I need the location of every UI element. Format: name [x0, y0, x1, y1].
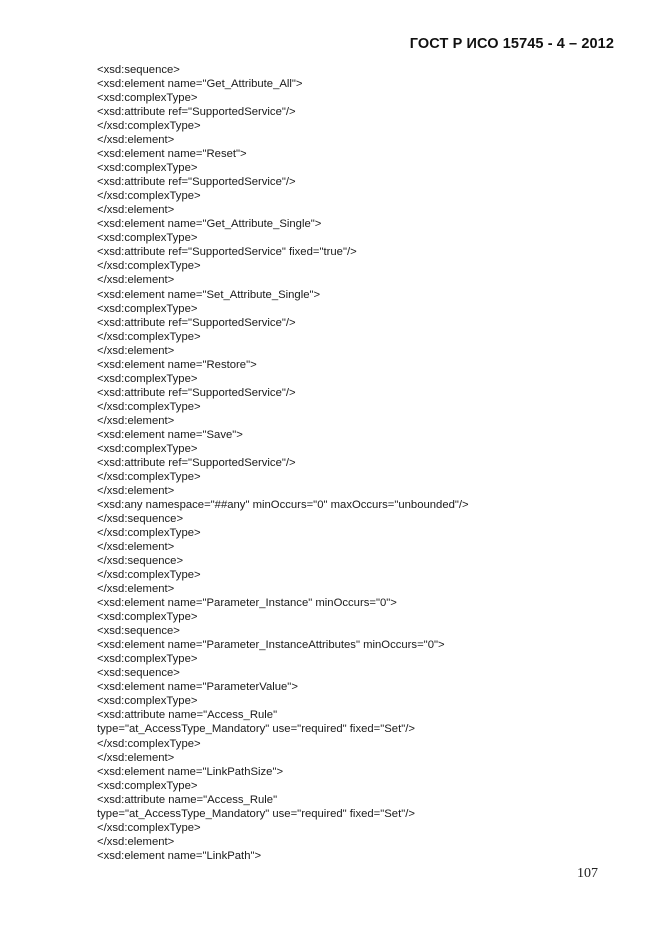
code-line: <xsd:any namespace="##any" minOccurs="0" maxOccurs="unbounded"/> [97, 498, 469, 511]
code-line: <xsd:element name="Save"> [97, 428, 243, 441]
code-line: </xsd:complexType> [97, 190, 201, 203]
code-line: <xsd:element name="Reset"> [97, 148, 247, 161]
code-line: <xsd:element name="Restore"> [97, 358, 257, 371]
code-line: <xsd:element name="Parameter_Instance" minOccurs="0"> [97, 597, 397, 610]
code-line: <xsd:attribute ref="SupportedService"/> [97, 316, 296, 329]
code-line: </xsd:complexType> [97, 527, 201, 540]
code-line: <xsd:complexType> [97, 653, 198, 666]
code-line: <xsd:complexType> [97, 302, 198, 315]
code-line: </xsd:element> [97, 835, 175, 848]
page-number: 107 [577, 866, 598, 881]
code-line: </xsd:element> [97, 274, 175, 287]
code-line: </xsd:element> [97, 484, 175, 497]
code-line: <xsd:complexType> [97, 695, 198, 708]
code-line: </xsd:element> [97, 134, 175, 147]
code-line: <xsd:complexType> [97, 442, 198, 455]
code-line: </xsd:element> [97, 204, 175, 217]
code-line: <xsd:element name="Get_Attribute_All"> [97, 78, 303, 91]
code-line: <xsd:attribute ref="SupportedService"/> [97, 106, 296, 119]
code-line: <xsd:complexType> [97, 92, 198, 105]
code-line: <xsd:complexType> [97, 232, 198, 245]
code-line: <xsd:attribute name="Access_Rule" [97, 793, 278, 806]
code-line: <xsd:complexType> [97, 611, 198, 624]
code-line: <xsd:attribute name="Access_Rule" [97, 709, 278, 722]
code-line: <xsd:element name="ParameterValue"> [97, 681, 298, 694]
code-line: <xsd:element name="LinkPath"> [97, 849, 262, 862]
code-line: </xsd:complexType> [97, 330, 201, 343]
code-line: <xsd:element name="LinkPathSize"> [97, 765, 284, 778]
code-line: </xsd:complexType> [97, 821, 201, 834]
code-line: <xsd:complexType> [97, 162, 198, 175]
code-line: <xsd:element name="Set_Attribute_Single"> [97, 288, 321, 301]
code-line: type="at_AccessType_Mandatory" use="required" fixed="Set"/> [97, 807, 415, 820]
code-line: </xsd:sequence> [97, 513, 184, 525]
code-line: <xsd:element name="Parameter_InstanceAttributes" minOccurs="0"> [97, 639, 445, 652]
code-line: </xsd:element> [97, 583, 175, 596]
code-line: </xsd:element> [97, 751, 175, 764]
code-line: <xsd:sequence> [97, 667, 180, 680]
code-line: <xsd:attribute ref="SupportedService" fixed="true"/> [97, 246, 357, 259]
code-line: <xsd:sequence> [97, 64, 180, 76]
code-line: </xsd:element> [97, 541, 175, 554]
xsd-code-listing [97, 63, 469, 863]
code-line: <xsd:attribute ref="SupportedService"/> [97, 456, 296, 469]
code-line: <xsd:attribute ref="SupportedService"/> [97, 176, 296, 189]
code-line: </xsd:complexType> [97, 470, 201, 483]
code-line: <xsd:sequence> [97, 625, 180, 638]
code-line: </xsd:complexType> [97, 569, 201, 582]
code-line: </xsd:complexType> [97, 737, 201, 750]
code-line: <xsd:complexType> [97, 779, 198, 792]
code-line: </xsd:complexType> [97, 120, 201, 133]
code-line: </xsd:complexType> [97, 260, 201, 273]
code-line: <xsd:element name="Get_Attribute_Single"> [97, 218, 322, 231]
code-line: </xsd:sequence> [97, 555, 184, 568]
code-line: type="at_AccessType_Mandatory" use="required" fixed="Set"/> [97, 723, 415, 736]
code-line: <xsd:complexType> [97, 372, 198, 385]
document-header-standard-code: ГОСТ Р ИСО 15745 - 4 – 2012 [409, 36, 614, 52]
code-line: </xsd:complexType> [97, 400, 201, 413]
code-line: </xsd:element> [97, 344, 175, 357]
code-line: <xsd:attribute ref="SupportedService"/> [97, 386, 296, 399]
code-line: </xsd:element> [97, 414, 175, 427]
